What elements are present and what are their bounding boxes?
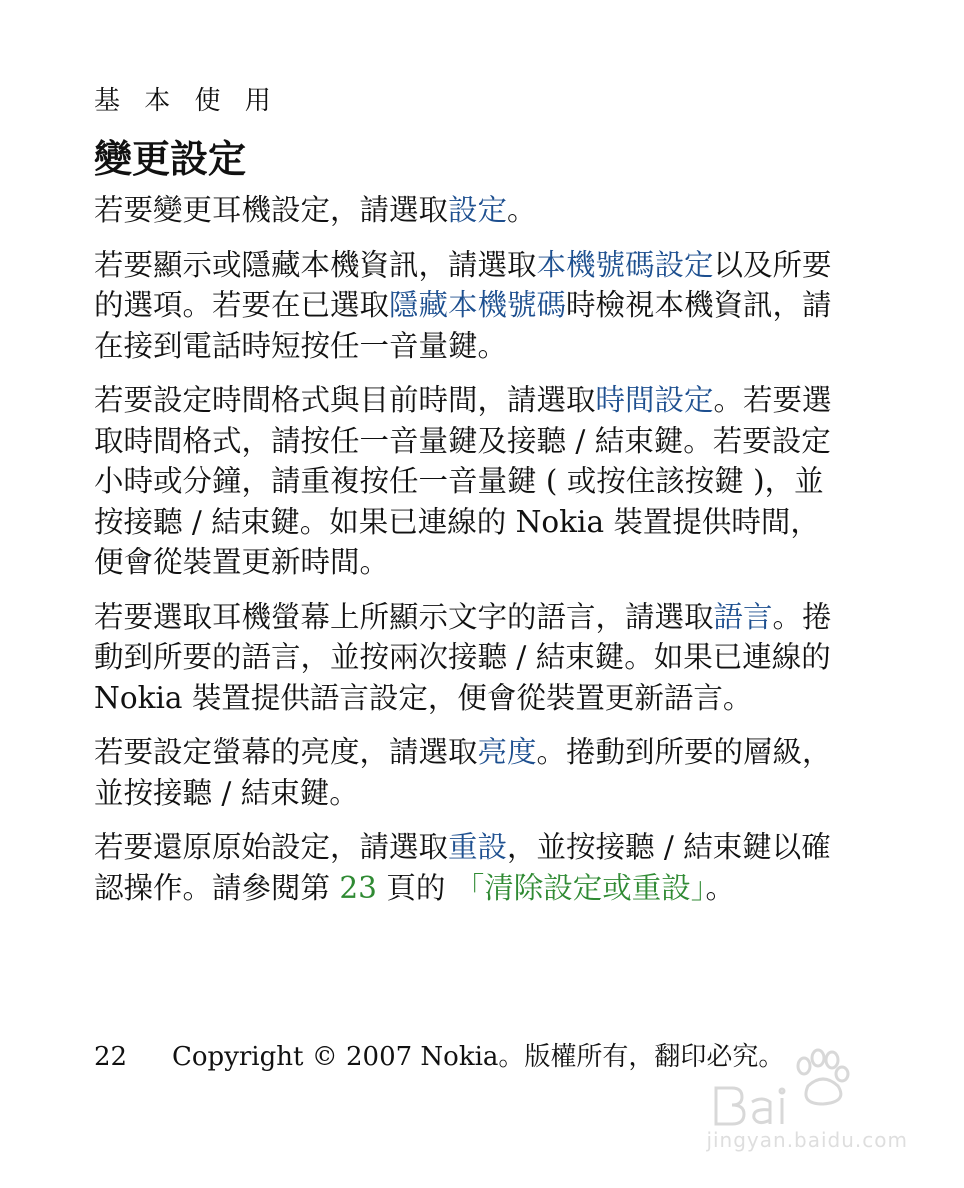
paragraph-language [94,597,834,719]
text: 。捲動到所要的層級，並按接聽 / 結束鍵。 [94,735,832,810]
text: 以及所要的選項。若要在已選取 [94,247,832,322]
text: 時檢視本機資訊，請在接到電話時短按任一音量鍵。 [94,288,832,363]
page-number: 22 [94,1042,128,1072]
page-heading: 變更設定 [94,136,247,181]
text: 。若要選取時間格式，請按任一音量鍵及接聽 / 結束鍵。若要設定小時或分鐘，請重複按任一音量鍵 ( 或按住該按鍵 )，並按接聽 / 結束鍵。如果已連線的 Nokia 裝置提供時間，便會從裝置更新時間。 [94,383,832,579]
text: 。 [507,193,537,227]
keyword-settings: 設定 [448,193,508,227]
baidu-watermark [708,1046,908,1150]
text: 。捲動到所要的語言，並按兩次接聽 / 結束鍵。如果已連線的 Nokia 裝置提供語言設定，便會從裝置更新語言。 [94,599,832,715]
paragraph-time [94,380,834,583]
paragraph-settings [94,190,834,231]
copyright-notice: Copyright © 2007 Nokia。版權所有，翻印必究。 [172,1042,785,1072]
text: 若要變更耳機設定，請選取 [94,193,449,227]
keyword-hide-own-number: 隱藏本機號碼 [389,288,567,322]
keyword-reset: 重設 [448,830,508,864]
baidu-paw-logo-icon [708,1046,908,1126]
text: 若要設定螢幕的亮度，請選取 [94,735,478,769]
text: 若要選取耳機螢幕上所顯示文字的語言，請選取 [94,599,714,634]
keyword-brightness: 亮度 [477,735,537,769]
paragraph-reset [94,827,834,908]
page-reference-link[interactable]: 23 [339,870,377,905]
text: ，並按接聽 / 結束鍵以確認操作。請參閱第 [94,830,831,905]
text: 若要還原原始設定，請選取 [94,830,449,864]
section-label: 基 本 使 用 [94,86,279,116]
paragraph-brightness [94,732,834,813]
text: 若要設定時間格式與目前時間，請選取 [94,383,596,417]
watermark-url: jingyan.baidu.com [706,1128,908,1152]
keyword-own-number-settings: 本機號碼設定 [536,247,714,282]
keyword-language: 語言 [713,599,773,634]
text: 。 [705,870,735,905]
keyword-time-settings: 時間設定 [595,383,714,417]
text: 若要顯示或隱藏本機資訊，請選取 [94,247,537,282]
paragraph-caller-id [94,245,834,367]
text: 頁的 [376,870,455,905]
section-reference-link[interactable]: 「清除設定或重設」 [454,870,706,905]
manual-page [94,84,834,922]
